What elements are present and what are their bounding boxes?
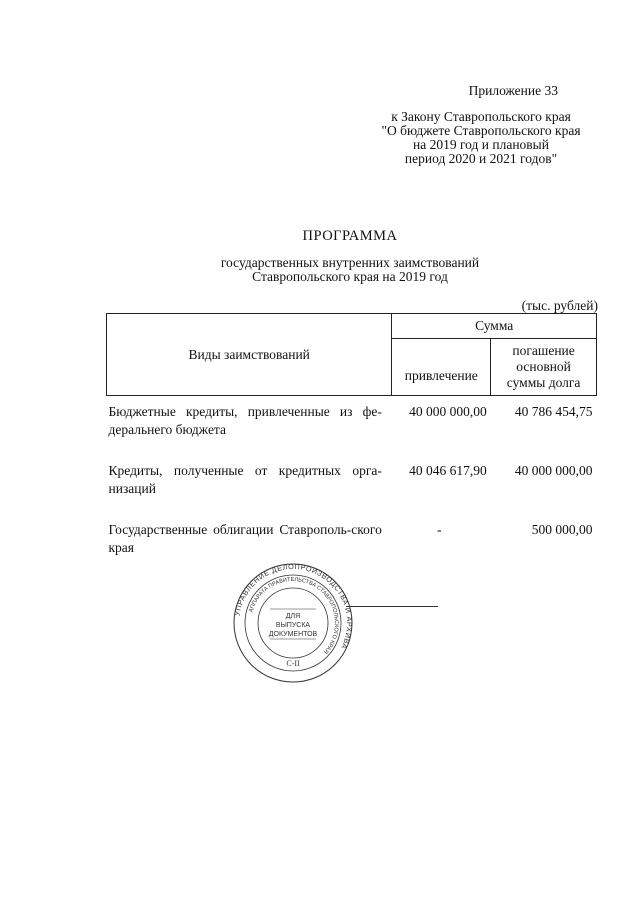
row-repayment: 40 000 000,00 <box>514 463 593 478</box>
signature-line <box>346 606 438 607</box>
row-attraction: 40 000 000,00 <box>409 404 487 419</box>
stamp-inner-text: АППАРАТА ПРАВИТЕЛЬСТВА СТАВРОПОЛЬСКОГО КРАЯ <box>248 576 340 655</box>
row-name: Бюджетные кредиты, привлеченные из фе-деральнего бюджета <box>108 404 382 437</box>
law-reference <box>368 110 594 166</box>
row-attraction: 40 046 617,90 <box>409 463 487 478</box>
borrowing-table <box>106 313 597 573</box>
subtitle-line: государственных внутренних заимствований <box>220 255 480 270</box>
stamp-outer-text: УПРАВЛЕНИЕ ДЕЛОПРОИЗВОДСТВА И АРХИВА <box>232 562 354 651</box>
header-kind: Виды заимствований <box>107 314 392 396</box>
header-attraction-text: привлечение <box>404 368 478 383</box>
stamp-code: С-II <box>286 659 300 668</box>
subtitle-line: Ставропольского края на 2019 год <box>252 269 448 284</box>
stamp-center-line: ДЛЯ <box>285 613 301 620</box>
row-attraction: - <box>437 522 442 537</box>
law-line: на 2019 год и плановый <box>413 137 549 152</box>
table-row <box>107 396 597 456</box>
table-row <box>107 455 597 514</box>
law-line: к Закону Ставропольского края <box>391 109 571 124</box>
header-repayment <box>491 339 597 396</box>
row-name: Кредиты, полученные от кредитных орга-низаций <box>108 463 382 496</box>
program-subtitle <box>0 256 640 284</box>
units-label: (тыс. рублей) <box>521 298 598 313</box>
law-line: "О бюджете Ставропольского края <box>381 123 581 138</box>
header-repayment-line: погашение <box>512 343 575 358</box>
law-line: период 2020 и 2021 годов" <box>404 151 558 166</box>
official-stamp <box>232 562 354 684</box>
program-title: ПРОГРАММА <box>302 228 398 244</box>
appendix-number: Приложение 33 <box>468 83 558 98</box>
header-attraction <box>392 339 491 396</box>
header-repayment-line: суммы долга <box>506 375 581 390</box>
stamp-center-line: ДОКУМЕНТОВ <box>268 631 318 638</box>
header-repayment-line: основной <box>516 359 571 374</box>
row-repayment: 500 000,00 <box>531 522 593 537</box>
stamp-center-line: ВЫПУСКА <box>275 622 311 629</box>
row-name: Государственные облигации Ставрополь-ского края <box>108 522 382 555</box>
row-repayment: 40 786 454,75 <box>514 404 593 419</box>
header-sum: Сумма <box>392 314 597 339</box>
